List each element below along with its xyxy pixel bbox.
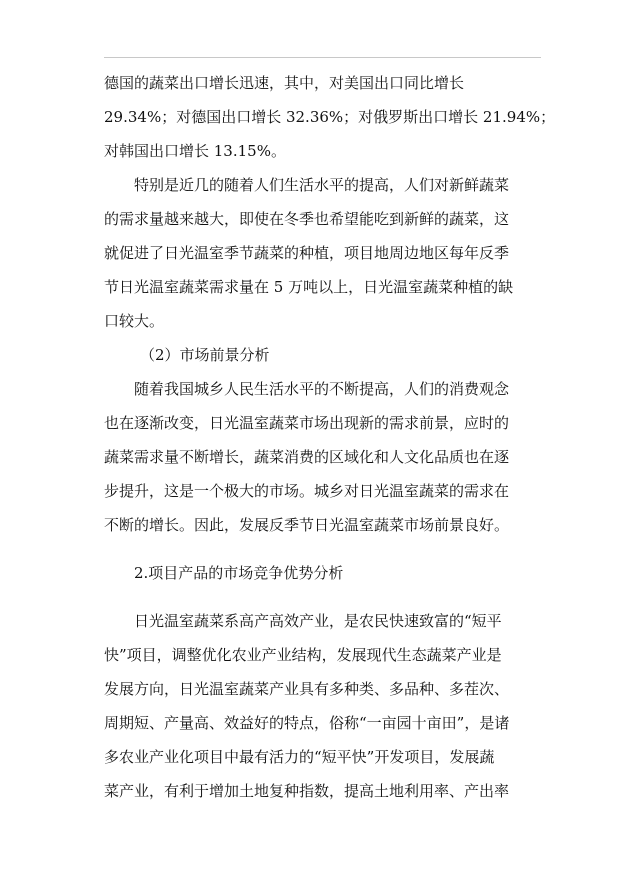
paragraph-export-growth [104,66,556,168]
text-line: 日光温室蔬菜系高产高效产业，是农民快速致富的“短平 [134,612,502,630]
section-heading-competitive-advantage: 2.项目产品的市场竞争优势分析 [134,564,344,582]
subheading-market-prospect: （2）市场前景分析 [140,346,270,364]
text-line: 菜产业，有利于增加土地复种指数，提高土地利用率、产出率 [104,782,510,800]
text-line: 德国的蔬菜出口增长迅速，其中，对美国出口同比增长 [104,74,465,92]
paragraph-market-prospect [104,372,544,542]
text-line: 对韩国出口增长 13.15%。 [104,142,286,160]
text-line: 口较大。 [104,312,165,330]
text-line: 的需求量越来越大，即使在冬季也希望能吃到新鲜的蔬菜，这 [104,210,510,228]
text-line: 快”项目，调整优化农业产业结构，发展现代生态蔬菜产业是 [104,646,502,664]
text-line: 不断的增长。因此，发展反季节日光温室蔬菜市场前景良好。 [104,516,510,534]
text-line: 就促进了日光温室季节蔬菜的种植，项目地周边地区每年反季 [104,244,510,262]
text-line: 步提升，这是一个极大的市场。城乡对日光温室蔬菜的需求在 [104,482,510,500]
text-line: 周期短、产量高、效益好的特点，俗称“一亩园十亩田”，是诸 [104,714,510,732]
text-line: 蔬菜需求量不断增长，蔬菜消费的区域化和人文化品质也在逐 [104,448,510,466]
header-rule [104,57,541,58]
paragraph-demand [104,168,544,338]
text-line: 多农业产业化项目中最有活力的“短平快”开发项目，发展蔬 [104,748,495,766]
paragraph-competitive-advantage [104,604,544,808]
document-body [104,66,556,808]
text-line: 29.34%；对德国出口增长 32.36%；对俄罗斯出口增长 21.94%； [104,108,556,126]
text-line: 随着我国城乡人民生活水平的不断提高，人们的消费观念 [134,380,510,398]
text-line: 发展方向，日光温室蔬菜产业具有多种类、多品种、多茬次、 [104,680,510,698]
text-line: 节日光温室蔬菜需求量在 5 万吨以上，日光温室蔬菜种植的缺 [104,278,514,296]
text-line: 也在逐渐改变，日光温室蔬菜市场出现新的需求前景，应时的 [104,414,510,432]
text-line: 特别是近几的随着人们生活水平的提高，人们对新鲜蔬菜 [134,176,510,194]
